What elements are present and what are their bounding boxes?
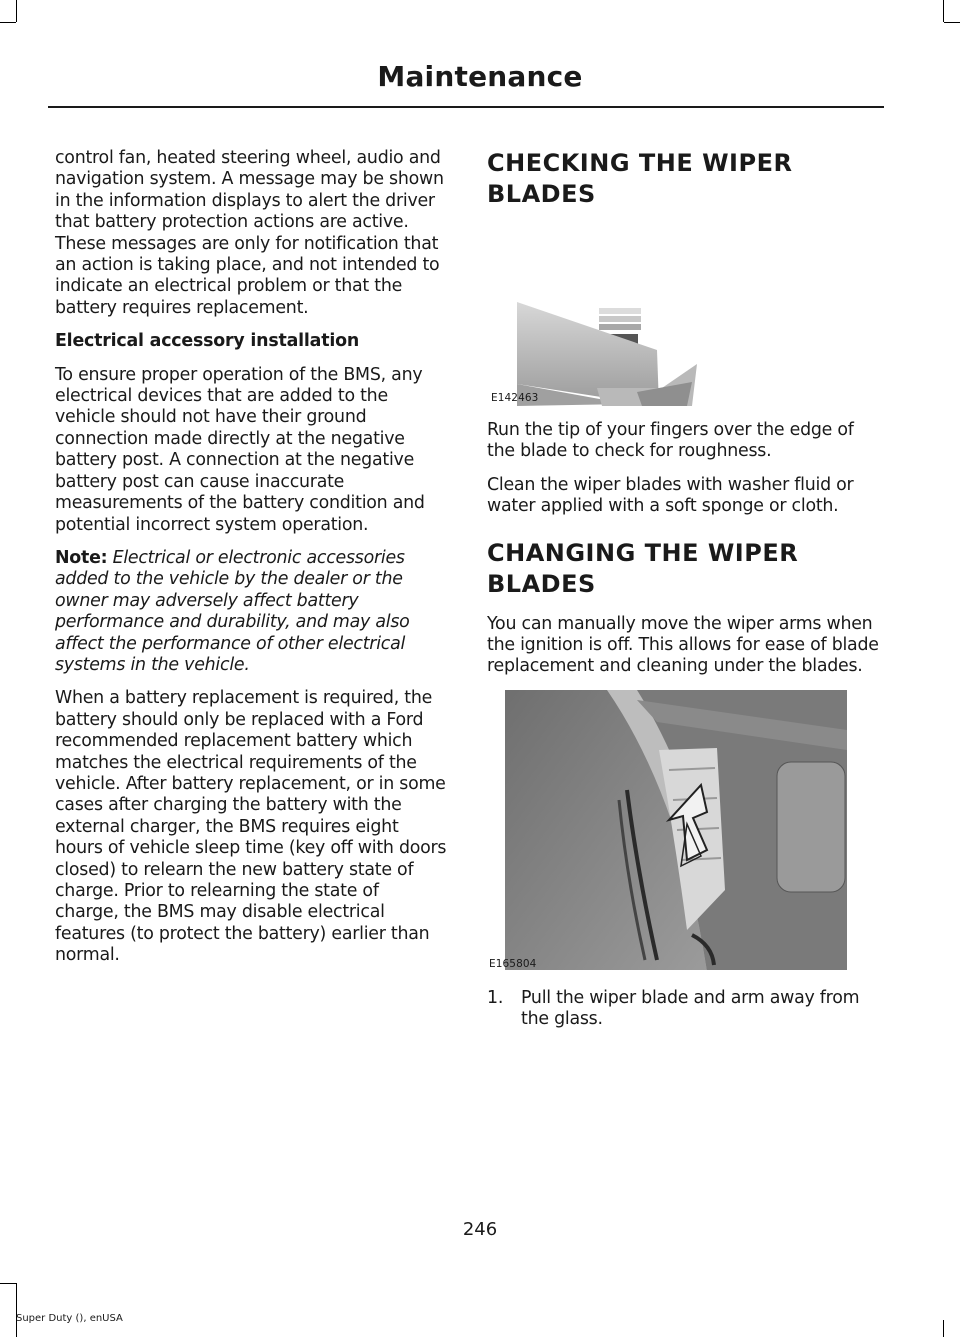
footer-text: Super Duty (), enUSA [16,1313,123,1324]
right-column [487,148,880,1031]
clean-blades-paragraph: Clean the wiper blades with washer fluid or water applied with a soft sponge or cloth. [487,474,854,517]
crop-mark [943,1320,944,1337]
page-number: 246 [462,1219,498,1240]
header-rule [48,106,884,108]
crop-mark [16,0,17,22]
changing-wiper-blades-heading: CHANGING THE WIPER BLADES [487,538,799,598]
step-number: 1. [487,987,504,1008]
wiper-arm-illustration [487,690,847,970]
crop-mark [944,22,960,23]
page-title: Maintenance [377,60,583,93]
battery-protection-paragraph: control fan, heated steering wheel, audio and navigation system. A message may be shown in the information displays to alert the driver that battery protection actions are active. These messages are only for notification that an action is taking place, and not intended to indicate an electrical problem or that the battery requires replacement. [55,148,444,318]
crop-mark [943,0,944,22]
accessory-installation-paragraph: To ensure proper operation of the BMS, any electrical devices that are added to the vehicle should not have their ground connection made directly at the negative battery post. A connection at the negative battery post can cause inaccurate measurements of the battery condition and potential incorrect system operation. [55,364,425,535]
manual-wiper-arms-paragraph: You can manually move the wiper arms when the ignition is off. This allows for ease of blade replacement and cleaning under the blades. [487,613,879,677]
crop-mark [0,1283,16,1284]
battery-replacement-paragraph: When a battery replacement is required, the battery should only be replaced with a Ford recommended replacement battery which matches the electrical requirements of the vehicle. After battery replacement, or in some cases after charging the battery with the external charger, the BMS requires eight hours of vehicle sleep time (key off with doors closed) to relearn the new battery state of charge. Prior to relearning the state of charge, the BMS may disable electrical features (to protect the battery) earlier than normal. [55,688,447,966]
wiper-arm-figure [487,690,847,970]
step-item [487,988,880,1031]
figure-label: E142463 [491,392,539,404]
accessory-installation-heading: Electrical accessory installation [55,331,360,352]
note-text: Electrical or electronic accessories added to the vehicle by the dealer or the owner may adversely affect battery performance and durability, and may also affect the performance of other electrical systems in the vehicle. [55,547,410,675]
check-roughness-paragraph: Run the tip of your fingers over the edge of the blade to check for roughness. [487,420,854,462]
left-column [55,148,447,979]
wiper-blade-figure [487,224,697,406]
crop-mark [0,22,16,23]
note-paragraph [55,548,447,676]
note-label: Note: [55,547,108,568]
crop-mark [16,1283,17,1337]
step-text: Pull the wiper blade and arm away from the glass. [521,987,860,1030]
figure-label: E165804 [489,957,537,970]
checking-wiper-blades-heading: CHECKING THE WIPER BLADES [487,149,793,208]
wiper-blade-illustration [487,224,697,406]
